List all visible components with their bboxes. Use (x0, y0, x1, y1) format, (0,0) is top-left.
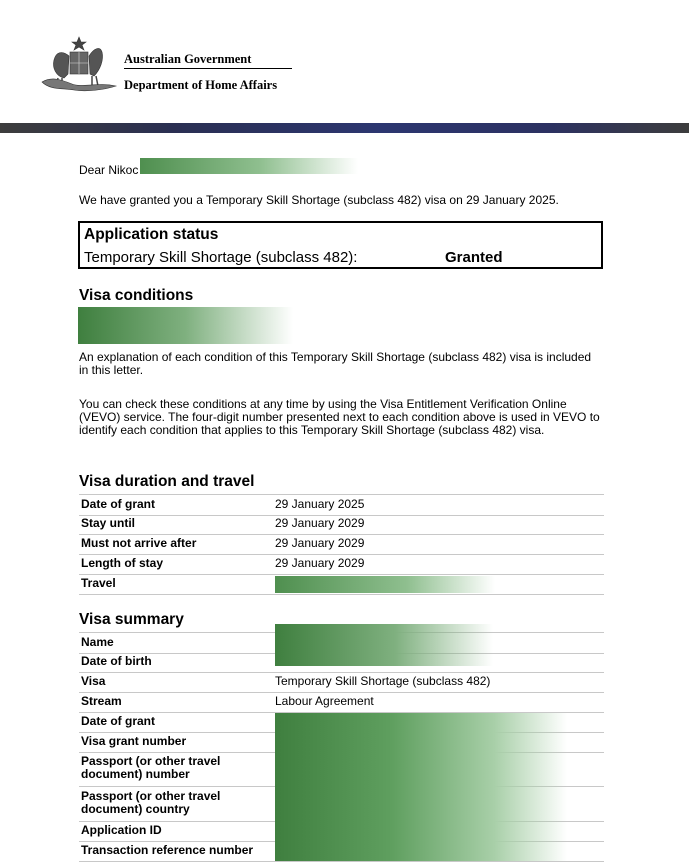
row-value: 29 January 2029 (275, 536, 365, 550)
row-label: Name (81, 635, 114, 649)
redaction-bar (275, 576, 495, 593)
coat-of-arms-icon (38, 34, 120, 94)
row-label: Date of grant (81, 497, 156, 511)
row-value: Labour Agreement (275, 694, 374, 708)
table-row (79, 555, 604, 575)
row-label: Passport (or other travel document) number (81, 754, 221, 781)
row-label: Passport (or other travel document) country (81, 789, 221, 816)
redaction-bar (275, 713, 567, 861)
redaction-bar (140, 158, 358, 174)
vevo-paragraph: You can check these conditions at any time by using the Visa Entitlement Verification Online (VEVO) service. The four-digit number presented next to each condition above is used in VEVO to identify each condition that applies to this Temporary Skill Shortage (subclass 482) visa. (79, 397, 600, 437)
visa-duration-heading: Visa duration and travel (79, 473, 255, 490)
salutation: Dear Nikoc (79, 163, 139, 177)
row-value: 29 January 2025 (275, 497, 365, 511)
row-label: Transaction reference number (81, 843, 254, 857)
status-visa-label: Temporary Skill Shortage (subclass 482): (84, 249, 358, 266)
table-row (79, 673, 604, 693)
table-row (79, 693, 604, 713)
row-label: Date of grant (81, 714, 156, 728)
redaction-bar (78, 307, 293, 344)
header-band (0, 123, 689, 133)
row-value: 29 January 2029 (275, 516, 365, 530)
department-name: Department of Home Affairs (124, 78, 278, 92)
row-label: Date of birth (81, 654, 152, 668)
table-row (79, 494, 604, 516)
row-value: Temporary Skill Shortage (subclass 482) (275, 674, 491, 688)
application-status-box (78, 221, 603, 269)
conditions-explanation: An explanation of each condition of this Temporary Skill Shortage (subclass 482) visa is included in this letter. (79, 350, 592, 377)
row-value: 29 January 2029 (275, 556, 365, 570)
row-label: Stay until (81, 516, 136, 530)
visa-summary-heading: Visa summary (79, 611, 184, 628)
redaction-bar (275, 624, 493, 666)
table-row (79, 535, 604, 555)
header-rule (124, 68, 292, 69)
visa-conditions-heading: Visa conditions (79, 287, 194, 304)
row-label: Length of stay (81, 556, 164, 570)
row-label: Stream (81, 694, 122, 708)
row-label: Visa grant number (81, 734, 187, 748)
status-value: Granted (445, 249, 503, 266)
grant-statement: We have granted you a Temporary Skill Shortage (subclass 482) visa on 29 January 2025. (79, 193, 559, 207)
row-label: Application ID (81, 823, 162, 837)
status-title: Application status (84, 226, 219, 243)
row-label: Visa (81, 674, 106, 688)
row-label: Travel (81, 576, 116, 590)
government-title: Australian Government (124, 52, 252, 66)
row-label: Must not arrive after (81, 536, 197, 550)
table-row (79, 515, 604, 535)
